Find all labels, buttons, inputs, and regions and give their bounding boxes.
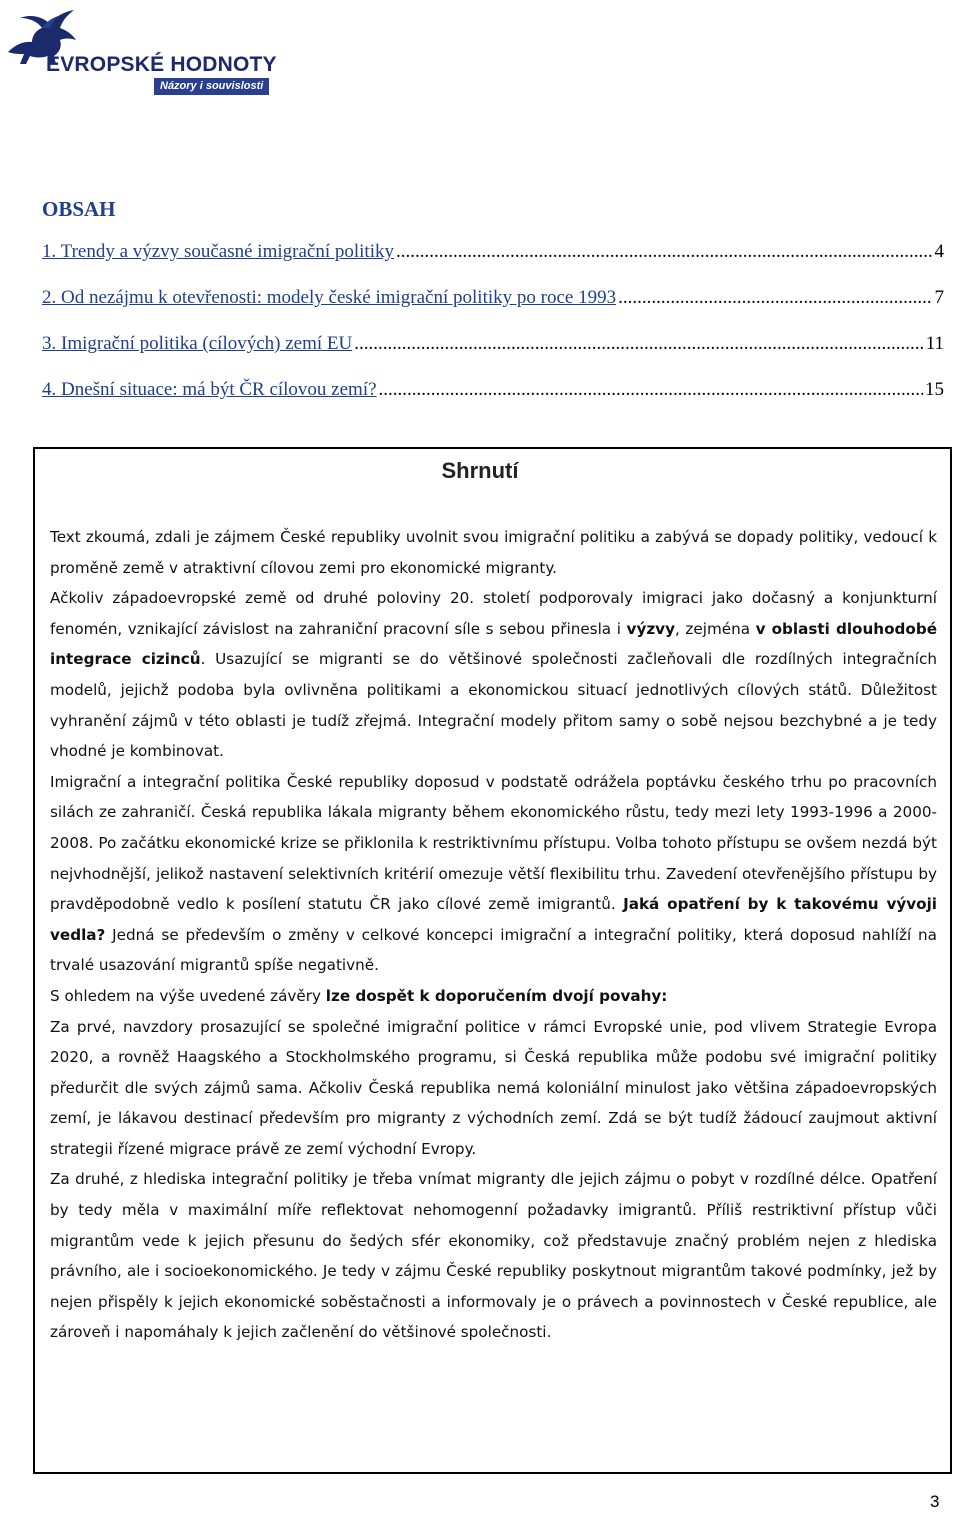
summary-paragraph: Imigrační a integrační politika České republiky doposud v podstatě odrážela poptávku českého trhu po pracovních silách ze zahraničí. Česká republika lákala migranty během ekonomického růstu, tedy mezi lety 1993-1996 a 2000-2008. Po začátku ekonomické krize se přiklonila k restriktivnímu přístupu. Volba tohoto přístupu se ovšem nezdá být nejvhodnější, jelikož nastavení selektivních kritérií omezuje větší flexibilitu trhu. Zavedení otevřenějšího přístupu by pravděpodobně vedlo k posílení statutu ČR jako cílové země imigrantů. Jaká opatření by k takovému vývoji vedla? Jedná se především o změny v celkové koncepci imigrační a integrační politiky, která doposud nahlíží na trvalé usazování migrantů spíše negativně.: [50, 772, 938, 975]
summary-paragraph: Text zkoumá, zdali je zájmem České republiky uvolnit svou imigrační politiku a zabývá se dopady politiky, vedoucí k proměně země v atraktivní cílovou zemi pro ekonomické migranty.: [50, 528, 937, 577]
toc-leader-dots: [354, 333, 923, 355]
logo-title: EVROPSKÉ HODNOTY: [46, 53, 277, 76]
toc-item-page: 4: [934, 241, 944, 262]
toc-item-link[interactable]: 1. Trendy a výzvy současné imigrační politiky: [42, 241, 394, 262]
toc-item-link[interactable]: 2. Od nezájmu k otevřenosti: modely české imigrační politiky po roce 1993: [42, 287, 617, 308]
logo-subtitle: Názory i souvislosti: [154, 78, 269, 95]
page-number: 3: [930, 1492, 940, 1511]
summary-paragraph: S ohledem na výše uvedené závěry lze dospět k doporučením dvojí povahy:: [50, 986, 668, 1005]
toc-item-page: 15: [925, 379, 944, 400]
summary-title: Shrnutí: [441, 458, 519, 483]
toc-leader-dots: [618, 287, 932, 309]
toc-item[interactable]: [42, 379, 944, 405]
summary-paragraph: Ačkoliv západoevropské země od druhé poloviny 20. století podporovaly imigraci jako dočasný a konjunkturní fenomén, vznikající závislost na zahraniční pracovní síle s sebou přinesla i výzvy, zejména v oblasti dlouhodobé integrace cizinců. Usazující se migranti se do většinové společnosti začleňovali dle rozdílných integračních modelů, jejichž podoba byla ovlivněna politikami a ekonomickou situací jednotlivých cílových států. Důležitost vyhranění zájmů v této oblasti je tudíž zřejmá. Integrační modely přitom samy o sobě nejsou bezchybné a je tedy vhodné je kombinovat.: [50, 589, 938, 761]
toc-item-page: 7: [934, 287, 944, 308]
toc-heading: OBSAH: [42, 197, 116, 221]
summary-text: [50, 522, 937, 1348]
summary-paragraph: Za druhé, z hlediska integrační politiky je třeba vnímat migranty dle jejich zájmu o pobyt v rozdílné délce. Opatření by tedy měla v maximální míře reflektovat nehomogenní požadavky imigrantů. Příliš restriktivní přístup vůči migrantům vede k jejich přesunu do šedých sfér ekonomiky, což představuje značný problém nejen z hlediska právního, ale i socioekonomického. Je tedy v zájmu České republiky poskytnout migrantům takové podmínky, jež by nejen přispěly k jejich ekonomické soběstačnosti a informovaly je o právech a povinnostech v České republice, ale zároveň i napomáhaly k jejich začlenění do většinové společnosti.: [50, 1170, 937, 1342]
toc-item[interactable]: [42, 241, 944, 267]
toc-leader-dots: [396, 241, 933, 263]
summary-paragraph: Za prvé, navzdory prosazující se společné imigrační politice v rámci Evropské unie, pod vlivem Strategie Evropa 2020, a rovněž Haagského a Stockholmského programu, si Česká republika může podobu své imigrační politiky předurčit dle svých zájmů sama. Ačkoliv Česká republika nemá koloniální minulost jako většina západoevropských zemí, je lákavou destinací především pro migranty z východních zemí. Zdá se být tudíž žádoucí zaujmout aktivní strategii řízené migrace právě ze zemí východní Evropy.: [50, 1017, 937, 1158]
toc-item-page: 11: [925, 333, 944, 354]
toc-item[interactable]: [42, 333, 944, 359]
logo: [0, 0, 277, 100]
toc-leader-dots: [379, 379, 923, 401]
toc-item[interactable]: [42, 287, 944, 313]
toc-item-link[interactable]: 3. Imigrační politika (cílových) zemí EU: [42, 333, 353, 354]
toc-item-link[interactable]: 4. Dnešní situace: má být ČR cílovou zemí?: [42, 379, 377, 400]
